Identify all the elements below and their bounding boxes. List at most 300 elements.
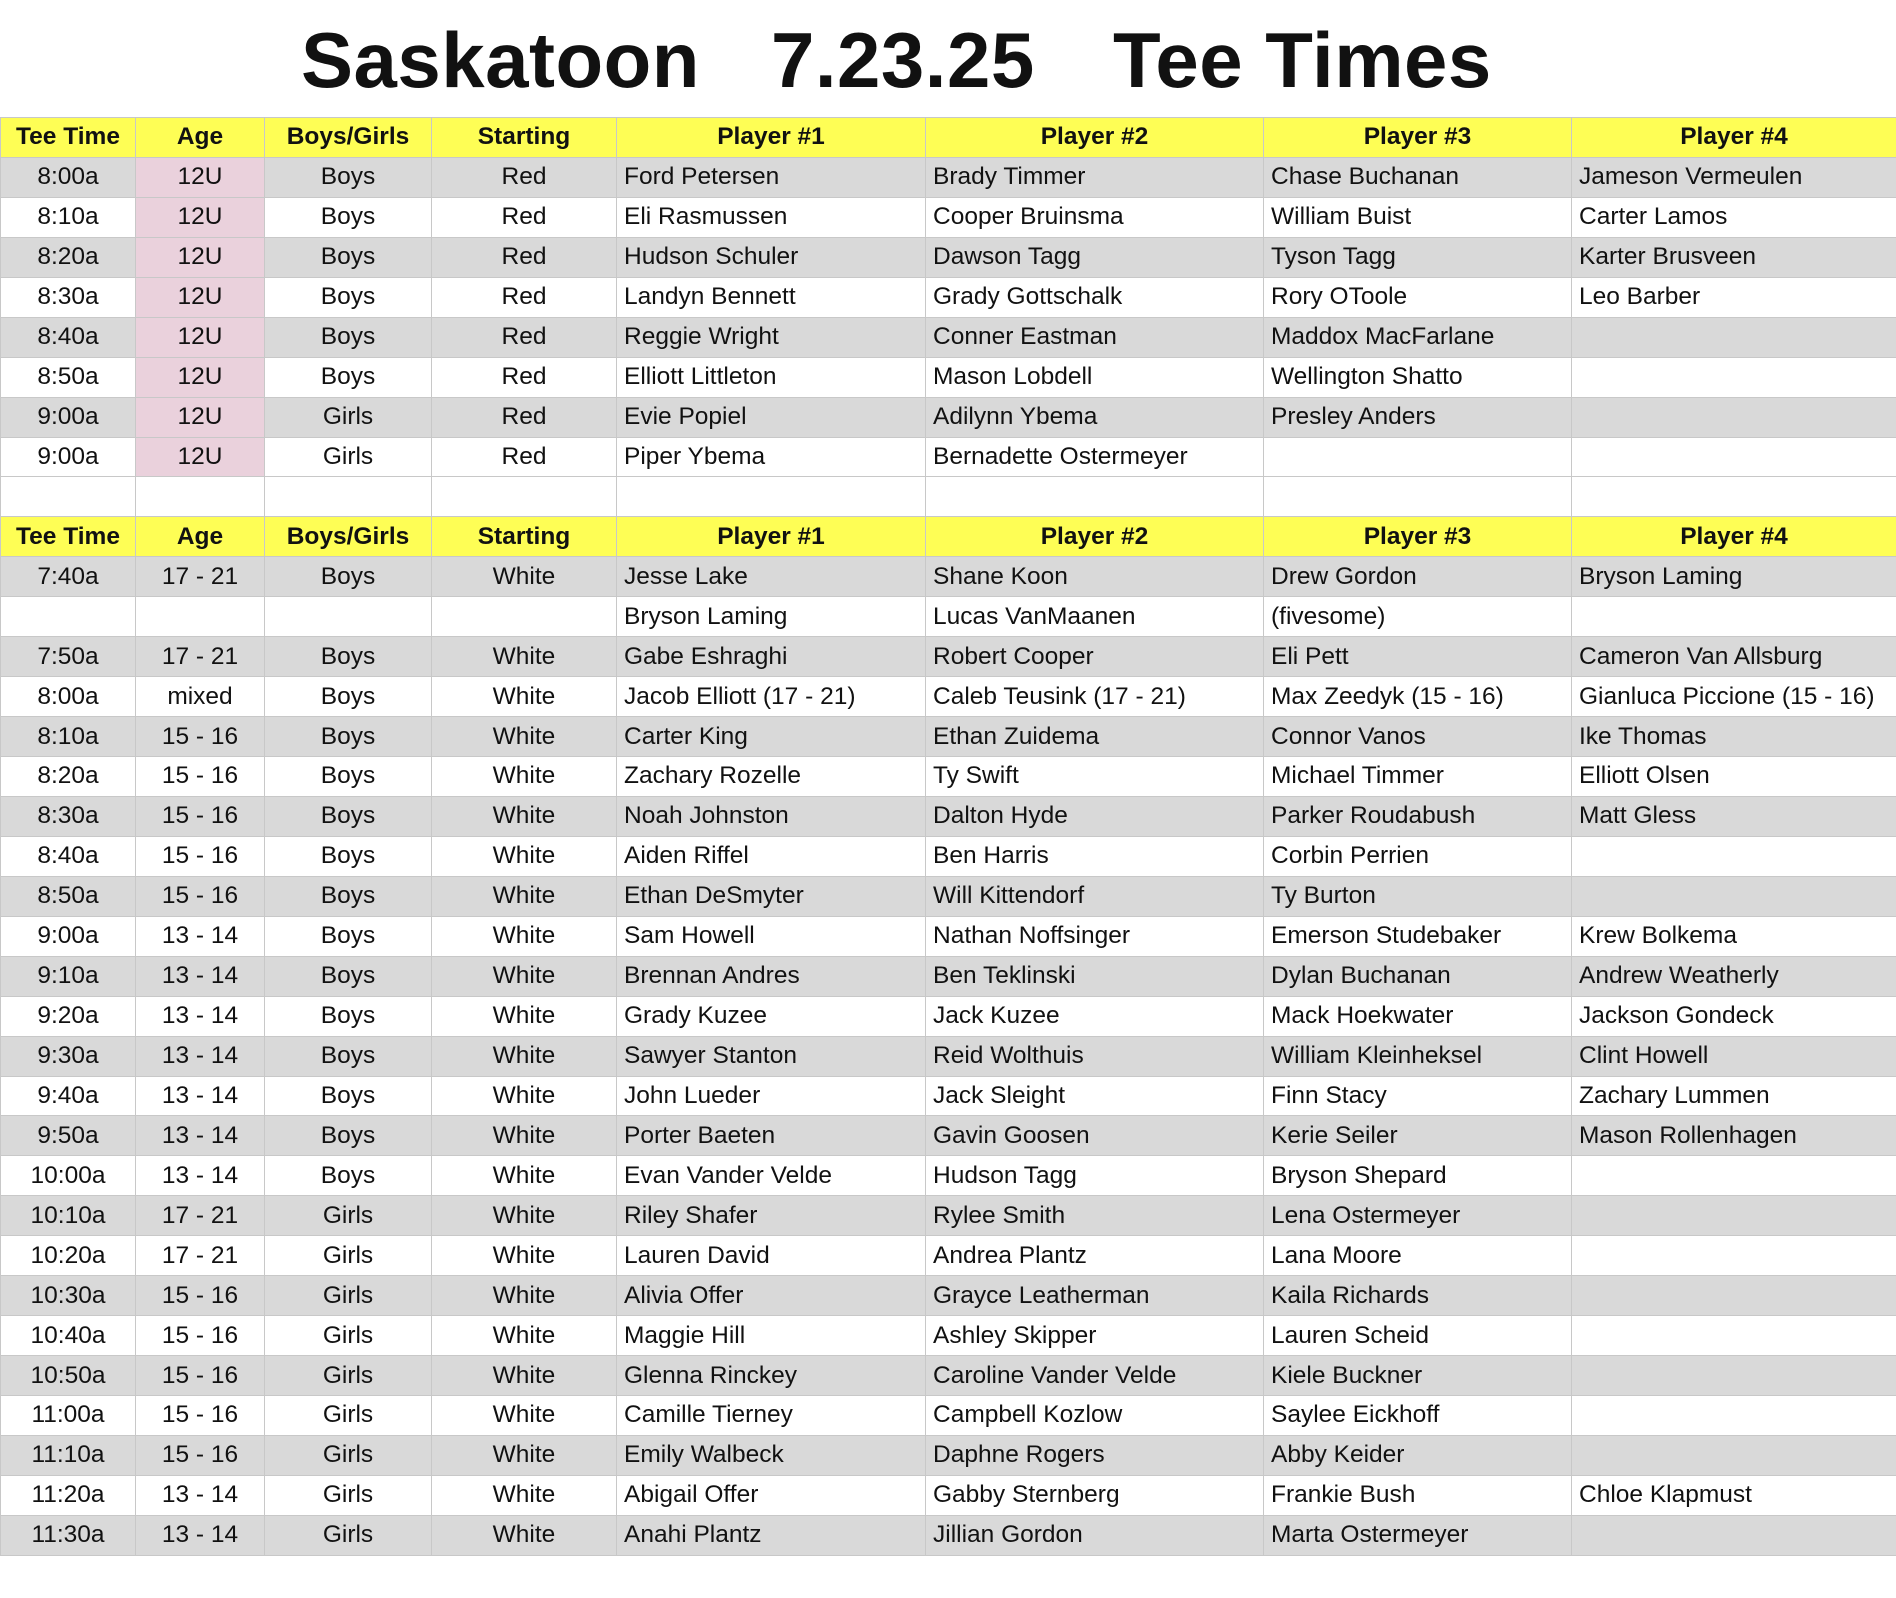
cell-age: 13 - 14 [136,1156,265,1196]
cell-player-3: Michael Timmer [1264,757,1572,797]
header-row [1,118,1896,158]
cell-player-3: Tyson Tagg [1264,237,1572,277]
cell-player-2: Gabby Sternberg [926,1475,1264,1515]
cell-player-4 [1572,836,1896,876]
table-row [1,876,1896,916]
cell-player-2: Cooper Bruinsma [926,197,1264,237]
cell-player-2: Caroline Vander Velde [926,1356,1264,1396]
cell-tee-time: 10:20a [1,1236,136,1276]
cell-boys-girls: Boys [265,996,432,1036]
cell-age: 15 - 16 [136,836,265,876]
cell-starting: Red [432,437,617,477]
cell-tee-time: 8:50a [1,357,136,397]
cell-age: 12U [136,157,265,197]
cell-player-2: Ashley Skipper [926,1316,1264,1356]
cell-boys-girls: Boys [265,237,432,277]
cell-player-4 [1572,1515,1896,1555]
cell-age: 15 - 16 [136,1396,265,1436]
cell-player-2: Nathan Noffsinger [926,916,1264,956]
cell-player-4 [1572,597,1896,637]
cell-player-2: Ben Teklinski [926,956,1264,996]
cell-player-2: Caleb Teusink (17 - 21) [926,677,1264,717]
cell-boys-girls: Boys [265,876,432,916]
table-row [1,836,1896,876]
cell-player-1: Lauren David [617,1236,926,1276]
cell-starting: White [432,1116,617,1156]
cell-starting: White [432,1236,617,1276]
cell-player-3: Maddox MacFarlane [1264,317,1572,357]
cell-tee-time: 7:50a [1,637,136,677]
table-row [1,1396,1896,1436]
cell-player-4: Jackson Gondeck [1572,996,1896,1036]
cell-player-3: Abby Keider [1264,1435,1572,1475]
cell-player-1: Abigail Offer [617,1475,926,1515]
cell-player-1: Sawyer Stanton [617,1036,926,1076]
cell-age: 15 - 16 [136,1316,265,1356]
cell-starting: Red [432,397,617,437]
cell-player-3: Presley Anders [1264,397,1572,437]
header-age: Age [136,517,265,557]
cell-player-2: Andrea Plantz [926,1236,1264,1276]
cell-age: 15 - 16 [136,717,265,757]
header-age: Age [136,118,265,158]
cell-boys-girls: Boys [265,637,432,677]
cell-boys-girls: Boys [265,836,432,876]
cell-player-4: Andrew Weatherly [1572,956,1896,996]
cell-tee-time: 8:20a [1,237,136,277]
cell-player-2: Rylee Smith [926,1196,1264,1236]
cell-player-4: Jameson Vermeulen [1572,157,1896,197]
cell-player-2: Hudson Tagg [926,1156,1264,1196]
cell-player-1: Eli Rasmussen [617,197,926,237]
table-row [1,1276,1896,1316]
cell-player-3: Drew Gordon [1264,557,1572,597]
cell-player-2: Ty Swift [926,757,1264,797]
table-row [1,1076,1896,1116]
table-row [1,637,1896,677]
cell-tee-time: 8:10a [1,197,136,237]
cell-starting: White [432,1396,617,1436]
cell-boys-girls: Boys [265,916,432,956]
cell-player-2: Conner Eastman [926,317,1264,357]
cell-tee-time: 9:40a [1,1076,136,1116]
cell-age: 13 - 14 [136,1475,265,1515]
cell-player-3: Lana Moore [1264,1236,1572,1276]
cell-player-4 [1572,876,1896,916]
cell-player-2: Gavin Goosen [926,1116,1264,1156]
cell-starting: White [432,717,617,757]
header-player-1: Player #1 [617,118,926,158]
cell-player-1: Bryson Laming [617,597,926,637]
cell-boys-girls: Girls [265,1435,432,1475]
cell-player-4 [1572,1435,1896,1475]
cell-player-4: Karter Brusveen [1572,237,1896,277]
cell-age: 17 - 21 [136,557,265,597]
cell-player-2: Will Kittendorf [926,876,1264,916]
table-row [1,1156,1896,1196]
cell-player-1: Maggie Hill [617,1316,926,1356]
cell-tee-time: 8:20a [1,757,136,797]
table-row [1,1316,1896,1356]
cell-boys-girls: Boys [265,197,432,237]
cell-player-4: Matt Gless [1572,796,1896,836]
cell-starting [432,597,617,637]
table-row [1,677,1896,717]
cell-player-3: William Kleinheksel [1264,1036,1572,1076]
cell-player-3: Connor Vanos [1264,717,1572,757]
cell-boys-girls: Boys [265,1036,432,1076]
title-date: 7.23.25 [771,16,1035,104]
cell-tee-time: 11:00a [1,1396,136,1436]
cell-tee-time: 9:00a [1,397,136,437]
cell-player-4: Zachary Lummen [1572,1076,1896,1116]
table-row [1,357,1896,397]
cell-tee-time: 11:10a [1,1435,136,1475]
cell-starting: Red [432,317,617,357]
header-player-2: Player #2 [926,517,1264,557]
empty-cell [1264,477,1572,517]
cell-player-3: Corbin Perrien [1264,836,1572,876]
cell-player-1: Gabe Eshraghi [617,637,926,677]
cell-player-2: Jack Sleight [926,1076,1264,1116]
cell-tee-time: 10:40a [1,1316,136,1356]
cell-player-4 [1572,1236,1896,1276]
cell-boys-girls: Girls [265,1475,432,1515]
header-player-1: Player #1 [617,517,926,557]
cell-tee-time: 8:40a [1,836,136,876]
cell-player-2: Daphne Rogers [926,1435,1264,1475]
cell-starting: White [432,956,617,996]
cell-age: 12U [136,197,265,237]
table-row [1,1196,1896,1236]
cell-tee-time: 8:30a [1,277,136,317]
cell-age: 17 - 21 [136,1196,265,1236]
table-row [1,1515,1896,1555]
cell-starting: White [432,1076,617,1116]
cell-starting: White [432,836,617,876]
cell-starting: White [432,1276,617,1316]
cell-starting: White [432,796,617,836]
cell-tee-time: 8:50a [1,876,136,916]
cell-age: 12U [136,357,265,397]
cell-player-3: William Buist [1264,197,1572,237]
cell-player-1: Sam Howell [617,916,926,956]
cell-age: 12U [136,237,265,277]
cell-player-1: Emily Walbeck [617,1435,926,1475]
cell-starting: Red [432,277,617,317]
cell-boys-girls: Boys [265,557,432,597]
cell-player-2: Reid Wolthuis [926,1036,1264,1076]
cell-starting: White [432,1356,617,1396]
cell-player-1: Piper Ybema [617,437,926,477]
cell-player-3: Lauren Scheid [1264,1316,1572,1356]
table-row [1,557,1896,597]
cell-age: 15 - 16 [136,1276,265,1316]
cell-player-4: Leo Barber [1572,277,1896,317]
table-row [1,956,1896,996]
cell-tee-time: 8:40a [1,317,136,357]
header-tee-time: Tee Time [1,118,136,158]
cell-age: 12U [136,397,265,437]
cell-tee-time: 9:00a [1,437,136,477]
cell-player-2: Ben Harris [926,836,1264,876]
cell-player-1: Brennan Andres [617,956,926,996]
cell-player-4 [1572,317,1896,357]
cell-player-4: Mason Rollenhagen [1572,1116,1896,1156]
cell-starting: White [432,876,617,916]
cell-player-1: Noah Johnston [617,796,926,836]
cell-age: 15 - 16 [136,1356,265,1396]
table-row [1,916,1896,956]
cell-player-4 [1572,1276,1896,1316]
header-player-3: Player #3 [1264,517,1572,557]
table-row [1,317,1896,357]
header-player-4: Player #4 [1572,118,1896,158]
cell-player-1: Jesse Lake [617,557,926,597]
empty-cell [432,477,617,517]
cell-starting: Red [432,157,617,197]
cell-player-3: Saylee Eickhoff [1264,1396,1572,1436]
table-row [1,597,1896,637]
cell-player-2: Grady Gottschalk [926,277,1264,317]
cell-player-4 [1572,1196,1896,1236]
cell-tee-time: 10:00a [1,1156,136,1196]
cell-age: 15 - 16 [136,1435,265,1475]
cell-age: 13 - 14 [136,1076,265,1116]
tee-times-table [0,117,1896,1556]
cell-player-1: Grady Kuzee [617,996,926,1036]
cell-boys-girls: Girls [265,1196,432,1236]
cell-player-1: Zachary Rozelle [617,757,926,797]
cell-starting: White [432,1156,617,1196]
cell-player-2: Lucas VanMaanen [926,597,1264,637]
cell-boys-girls: Boys [265,1116,432,1156]
table-row [1,1475,1896,1515]
cell-boys-girls: Boys [265,317,432,357]
table-row [1,1116,1896,1156]
cell-player-1: Porter Baeten [617,1116,926,1156]
cell-starting: White [432,557,617,597]
cell-player-3: Mack Hoekwater [1264,996,1572,1036]
cell-tee-time [1,597,136,637]
cell-boys-girls: Girls [265,1316,432,1356]
cell-boys-girls: Girls [265,1515,432,1555]
empty-cell [1572,477,1896,517]
cell-age [136,597,265,637]
cell-boys-girls: Girls [265,1236,432,1276]
table-row [1,197,1896,237]
cell-player-4: Bryson Laming [1572,557,1896,597]
cell-player-3: Dylan Buchanan [1264,956,1572,996]
cell-age: 13 - 14 [136,996,265,1036]
cell-boys-girls: Girls [265,397,432,437]
table-row [1,237,1896,277]
table-row [1,437,1896,477]
cell-tee-time: 11:20a [1,1475,136,1515]
cell-starting: White [432,1475,617,1515]
cell-player-3: Kaila Richards [1264,1276,1572,1316]
cell-player-4 [1572,1156,1896,1196]
table-row [1,1356,1896,1396]
table-row [1,996,1896,1036]
empty-cell [1,477,136,517]
cell-boys-girls: Boys [265,757,432,797]
cell-boys-girls: Boys [265,357,432,397]
cell-player-3: Ty Burton [1264,876,1572,916]
header-tee-time: Tee Time [1,517,136,557]
spacer-row [1,477,1896,517]
cell-age: 13 - 14 [136,1036,265,1076]
empty-cell [926,477,1264,517]
cell-tee-time: 7:40a [1,557,136,597]
cell-player-4 [1572,397,1896,437]
cell-boys-girls: Boys [265,717,432,757]
cell-boys-girls: Boys [265,1156,432,1196]
title-city: Saskatoon [301,16,700,104]
cell-player-3: Lena Ostermeyer [1264,1196,1572,1236]
cell-player-3: Bryson Shepard [1264,1156,1572,1196]
cell-age: mixed [136,677,265,717]
header-boys-girls: Boys/Girls [265,517,432,557]
cell-player-3: Parker Roudabush [1264,796,1572,836]
table-row [1,717,1896,757]
cell-player-1: Hudson Schuler [617,237,926,277]
cell-player-1: Camille Tierney [617,1396,926,1436]
header-row [1,517,1896,557]
cell-starting: Red [432,357,617,397]
empty-cell [617,477,926,517]
cell-player-4: Clint Howell [1572,1036,1896,1076]
empty-cell [136,477,265,517]
cell-player-2: Shane Koon [926,557,1264,597]
cell-player-3: Eli Pett [1264,637,1572,677]
cell-player-3: Chase Buchanan [1264,157,1572,197]
header-boys-girls: Boys/Girls [265,118,432,158]
cell-boys-girls: Girls [265,437,432,477]
cell-age: 13 - 14 [136,956,265,996]
cell-boys-girls: Boys [265,277,432,317]
cell-player-3: Frankie Bush [1264,1475,1572,1515]
table-row [1,796,1896,836]
cell-player-4: Krew Bolkema [1572,916,1896,956]
header-starting: Starting [432,517,617,557]
cell-player-3: Rory OToole [1264,277,1572,317]
cell-player-3: Wellington Shatto [1264,357,1572,397]
cell-starting: White [432,916,617,956]
cell-tee-time: 10:50a [1,1356,136,1396]
cell-starting: White [432,677,617,717]
cell-player-3 [1264,437,1572,477]
cell-player-4 [1572,1396,1896,1436]
cell-player-4 [1572,1316,1896,1356]
cell-tee-time: 8:30a [1,796,136,836]
cell-age: 17 - 21 [136,1236,265,1276]
cell-player-3: Emerson Studebaker [1264,916,1572,956]
cell-age: 15 - 16 [136,796,265,836]
cell-player-2: Dawson Tagg [926,237,1264,277]
cell-player-1: Evan Vander Velde [617,1156,926,1196]
cell-boys-girls: Boys [265,157,432,197]
cell-player-1: Reggie Wright [617,317,926,357]
cell-boys-girls: Boys [265,677,432,717]
cell-starting: White [432,1316,617,1356]
cell-player-1: Alivia Offer [617,1276,926,1316]
table-row [1,1236,1896,1276]
cell-player-1: Riley Shafer [617,1196,926,1236]
cell-player-4: Carter Lamos [1572,197,1896,237]
cell-starting: White [432,996,617,1036]
header-starting: Starting [432,118,617,158]
cell-player-1: Elliott Littleton [617,357,926,397]
cell-tee-time: 8:10a [1,717,136,757]
cell-starting: White [432,1515,617,1555]
cell-boys-girls: Girls [265,1356,432,1396]
cell-player-3: Finn Stacy [1264,1076,1572,1116]
cell-player-1: Glenna Rinckey [617,1356,926,1396]
cell-player-2: Mason Lobdell [926,357,1264,397]
cell-player-2: Bernadette Ostermeyer [926,437,1264,477]
table-row [1,277,1896,317]
cell-player-3: Marta Ostermeyer [1264,1515,1572,1555]
cell-boys-girls: Girls [265,1276,432,1316]
cell-player-4: Gianluca Piccione (15 - 16) [1572,677,1896,717]
cell-boys-girls: Boys [265,796,432,836]
cell-starting: Red [432,237,617,277]
cell-tee-time: 9:30a [1,1036,136,1076]
cell-age: 15 - 16 [136,876,265,916]
cell-tee-time: 8:00a [1,157,136,197]
cell-player-4 [1572,1356,1896,1396]
cell-starting: White [432,637,617,677]
cell-player-4 [1572,357,1896,397]
cell-player-2: Adilynn Ybema [926,397,1264,437]
cell-boys-girls: Girls [265,1396,432,1436]
cell-tee-time: 9:00a [1,916,136,956]
cell-player-1: Aiden Riffel [617,836,926,876]
header-player-4: Player #4 [1572,517,1896,557]
cell-player-3: Max Zeedyk (15 - 16) [1264,677,1572,717]
cell-age: 13 - 14 [136,916,265,956]
cell-player-4: Ike Thomas [1572,717,1896,757]
cell-player-3: (fivesome) [1264,597,1572,637]
cell-player-1: Landyn Bennett [617,277,926,317]
title-label: Tee Times [1113,16,1492,104]
cell-player-2: Jack Kuzee [926,996,1264,1036]
cell-tee-time: 9:50a [1,1116,136,1156]
cell-starting: White [432,1036,617,1076]
cell-tee-time: 8:00a [1,677,136,717]
cell-boys-girls: Boys [265,956,432,996]
cell-player-4: Elliott Olsen [1572,757,1896,797]
cell-player-2: Grayce Leatherman [926,1276,1264,1316]
table-row [1,397,1896,437]
cell-age: 13 - 14 [136,1116,265,1156]
cell-player-1: Ford Petersen [617,157,926,197]
cell-age: 12U [136,437,265,477]
cell-player-2: Ethan Zuidema [926,717,1264,757]
cell-starting: White [432,1196,617,1236]
cell-age: 12U [136,277,265,317]
cell-age: 17 - 21 [136,637,265,677]
cell-player-3: Kiele Buckner [1264,1356,1572,1396]
cell-age: 13 - 14 [136,1515,265,1555]
cell-player-1: Anahi Plantz [617,1515,926,1555]
cell-player-1: Ethan DeSmyter [617,876,926,916]
cell-tee-time: 11:30a [1,1515,136,1555]
cell-player-4: Chloe Klapmust [1572,1475,1896,1515]
page-title [0,16,1896,104]
cell-player-1: Evie Popiel [617,397,926,437]
